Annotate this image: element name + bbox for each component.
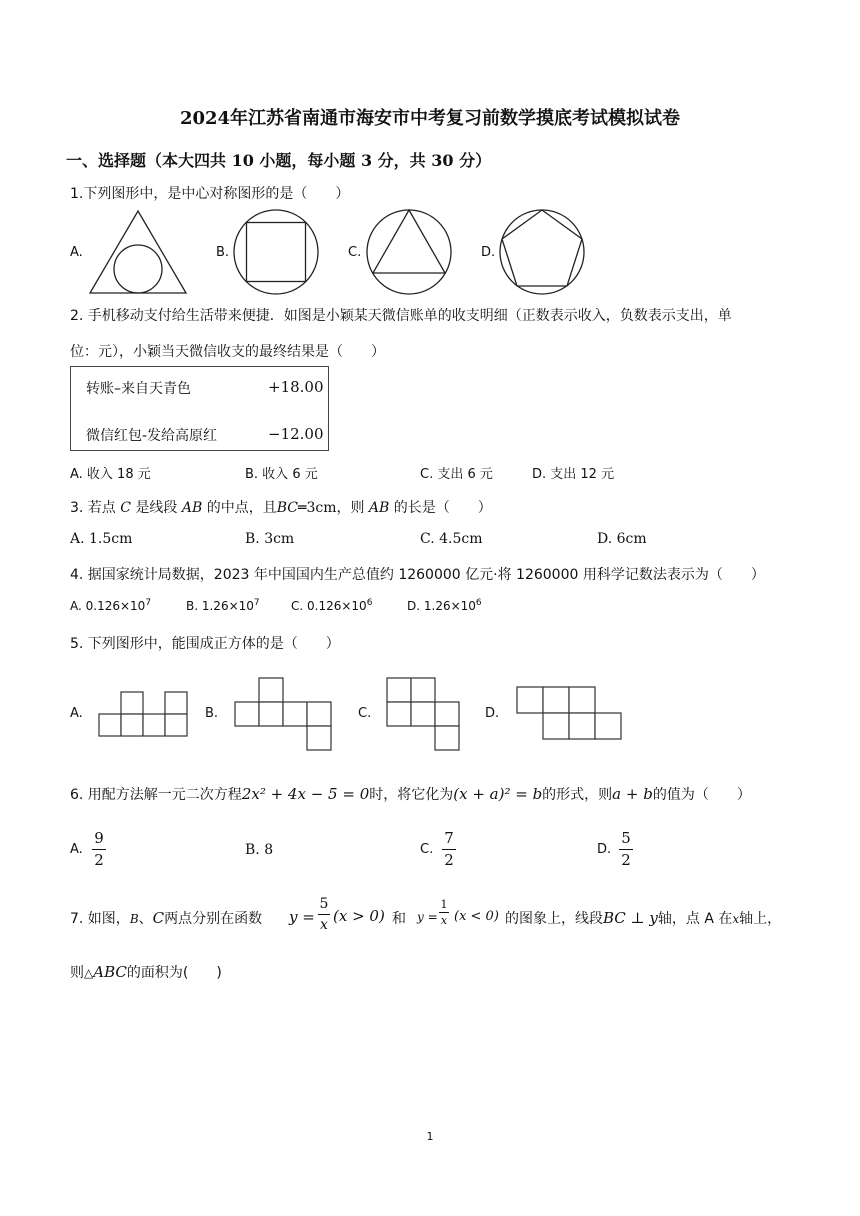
q3-segment-bc: BC xyxy=(276,500,299,516)
q7-function-1-domain: (x > 0) xyxy=(333,907,385,925)
q3-option-d: D. 6cm xyxy=(597,531,647,547)
q7-point-c: C xyxy=(152,909,165,927)
q3-segment-ab: AB xyxy=(181,500,203,516)
q7-text-pre: 7. 如图， xyxy=(70,911,130,927)
bill-item-1-amount: +18.00 xyxy=(268,378,324,396)
q4-option-a-base: A. 0.126×10 xyxy=(70,599,146,613)
q6-text-mid: 时，将它化为 xyxy=(369,787,454,803)
q3-segment-ab-2: AB xyxy=(368,500,390,516)
q1-figure-d xyxy=(499,209,585,295)
q6-option-c-fraction xyxy=(442,831,456,868)
q1-option-c-label: C. xyxy=(348,245,362,260)
q2-option-c: C. 支出 6 元 xyxy=(420,467,493,482)
q4-option-a xyxy=(70,598,151,613)
question-7-line-1-post xyxy=(505,908,781,928)
q6-option-a-denominator: 2 xyxy=(94,851,104,869)
q6-text-mid2: 的形式，则 xyxy=(542,787,613,803)
q7-function-1-denominator: x xyxy=(320,917,328,933)
q7-point-b: B xyxy=(129,912,139,926)
question-4-text: 4. 据国家统计局数据，2023 年中国国内生产总值约 1260000 亿元·将 1260000 用科学记数法表示为（ ） xyxy=(70,567,765,583)
q7-text-mid1: 两点分别在函数 xyxy=(164,911,263,927)
q7-text-mid2: 的图象上，线段 xyxy=(505,911,603,927)
q3-text-post: 的长是（ ） xyxy=(393,500,492,516)
q3-option-b: B. 3cm xyxy=(245,531,295,547)
q7-triangle-abc: ABC xyxy=(93,963,127,981)
q6-option-a-label: A. xyxy=(70,842,83,857)
question-2-line-2: 位：元），小颖当天微信收支的最终结果是（ ） xyxy=(70,344,385,360)
q4-option-c xyxy=(291,598,372,613)
q4-option-b-exp: 7 xyxy=(253,598,260,608)
q7-function-1-fraction xyxy=(318,897,330,932)
q6-expression: a + b xyxy=(612,785,653,803)
q7-and: 和 xyxy=(392,911,406,927)
q4-option-c-exp: 6 xyxy=(366,598,373,608)
q4-option-d-base: D. 1.26×10 xyxy=(407,599,476,613)
q3-length: ═3cm xyxy=(298,500,337,516)
q7-function-2-domain: (x < 0) xyxy=(454,909,499,924)
q6-option-d-numerator: 5 xyxy=(621,829,631,847)
q5-net-d xyxy=(516,686,624,742)
q7-function-2-y: y = xyxy=(417,910,438,924)
q3-point-c: C xyxy=(120,500,131,516)
q7-line2-post: 的面积为( ) xyxy=(126,965,222,981)
q1-option-a-label: A. xyxy=(70,245,83,260)
q3-option-c: C. 4.5cm xyxy=(420,531,483,547)
q7-separator: 、 xyxy=(138,911,153,927)
q6-text-post: 的值为（ ） xyxy=(652,787,751,803)
q5-option-a-label: A. xyxy=(70,706,83,721)
q1-figure-c xyxy=(366,209,452,295)
q6-equation: 2x² + 4x − 5 = 0 xyxy=(241,785,370,803)
q4-option-d xyxy=(407,598,482,613)
question-7-line-2 xyxy=(70,962,222,982)
q3-option-a: A. 1.5cm xyxy=(70,531,133,547)
q5-net-a xyxy=(98,691,190,739)
q4-option-a-exp: 7 xyxy=(145,598,152,608)
q2-option-a: A. 收入 18 元 xyxy=(70,467,151,482)
q7-triangle-symbol: △ xyxy=(84,966,94,980)
question-7-line-1-pre xyxy=(70,908,262,928)
q4-option-c-base: C. 0.126×10 xyxy=(291,599,367,613)
q1-option-b-label: B. xyxy=(216,245,230,260)
q4-option-b-base: B. 1.26×10 xyxy=(186,599,254,613)
question-2-line-1: 2. 手机移动支付给生活带来便捷．如图是小颖某天微信账单的收支明细（正数表示收入，负数表示支出，单 xyxy=(70,308,732,324)
q6-option-a-numerator: 9 xyxy=(94,829,104,847)
bill-item-2-label: 微信红包-发给高原红 xyxy=(86,428,218,444)
q7-line2-pre: 则 xyxy=(70,965,84,981)
q6-option-c-denominator: 2 xyxy=(444,851,454,869)
q7-function-1-numerator: 5 xyxy=(319,896,329,912)
page-number: 1 xyxy=(426,1130,434,1143)
q5-option-c-label: C. xyxy=(358,706,372,721)
q6-option-b: B. 8 xyxy=(245,842,274,858)
q3-text-mid1: 是线段 xyxy=(135,500,178,516)
q6-option-d-label: D. xyxy=(597,842,612,857)
q7-perpendicular: BC ⊥ y xyxy=(603,909,658,927)
section-heading: 一、选择题（本大四共 10 小题，每小题 3 分，共 30 分） xyxy=(66,151,492,170)
bill-item-2-amount: −12.00 xyxy=(268,425,324,443)
q5-option-d-label: D. xyxy=(485,706,500,721)
q7-x-axis-var: x xyxy=(732,912,740,926)
q7-text-post: 轴上， xyxy=(739,911,782,927)
q6-option-d-fraction xyxy=(619,831,633,868)
q7-function-2-denominator: x xyxy=(440,914,448,927)
q4-option-b xyxy=(186,598,260,613)
q6-form: (x + a)² = b xyxy=(453,785,543,803)
question-6-text xyxy=(70,784,751,804)
q7-function-1-y: y = xyxy=(289,908,315,926)
q2-option-b: B. 收入 6 元 xyxy=(245,467,318,482)
question-3-text xyxy=(70,497,492,517)
bill-item-1-label: 转账–来自天青色 xyxy=(86,381,191,397)
q3-text-mid3: ，则 xyxy=(336,500,365,516)
q3-text-pre: 3. 若点 xyxy=(70,500,116,516)
q5-net-b xyxy=(234,677,336,751)
q5-net-c xyxy=(386,677,464,751)
q3-text-mid2: 的中点，且 xyxy=(206,500,277,516)
q7-function-2-numerator: 1 xyxy=(440,898,448,911)
q1-figure-b xyxy=(233,209,319,295)
q5-option-b-label: B. xyxy=(205,706,219,721)
q6-text-pre: 6. 用配方法解一元二次方程 xyxy=(70,787,242,803)
q6-option-c-numerator: 7 xyxy=(444,829,454,847)
q1-option-d-label: D. xyxy=(481,245,496,260)
q7-text-mid3: 轴，点 A 在 xyxy=(657,911,733,927)
q6-option-a-fraction xyxy=(92,831,106,868)
q4-option-d-exp: 6 xyxy=(475,598,482,608)
q6-option-c-label: C. xyxy=(420,842,434,857)
q1-figure-a xyxy=(88,209,188,295)
q7-function-2-fraction xyxy=(439,899,449,926)
question-5-text: 5. 下列图形中，能围成正方体的是（ ） xyxy=(70,636,340,652)
page-title: 2024年江苏省南通市海安市中考复习前数学摸底考试模拟试卷 xyxy=(179,108,681,129)
q2-option-d: D. 支出 12 元 xyxy=(532,467,615,482)
q6-option-d-denominator: 2 xyxy=(621,851,631,869)
question-1-text: 1.下列图形中，是中心对称图形的是（ ） xyxy=(70,186,350,202)
